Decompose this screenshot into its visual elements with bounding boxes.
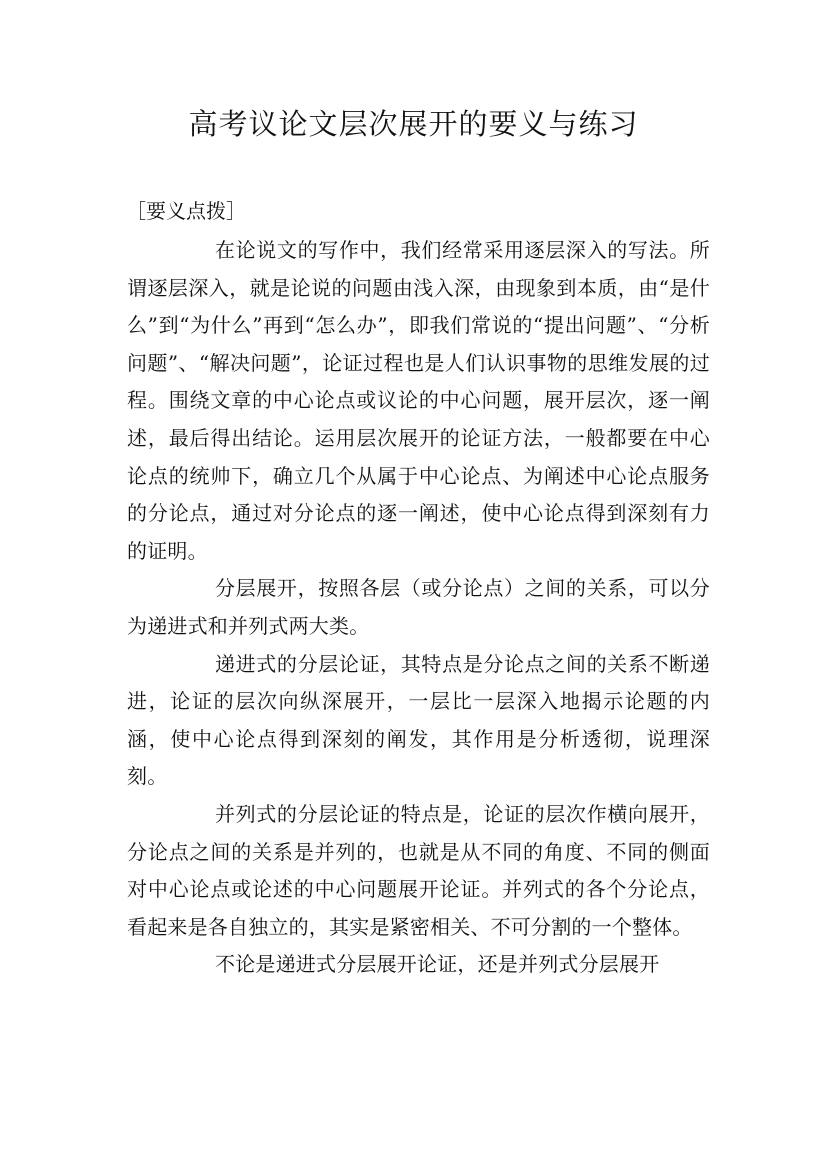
section-label: ［要义点拨］ (126, 199, 246, 223)
document-title: 高考议论文层次展开的要义与练习 (188, 107, 639, 141)
paragraph: 并列式的分层论证的特点是，论证的层次作横向展开，分论点之间的关系是并列的，也就是从不同的角度、不同的侧面对中心论点或论述的中心问题展开论证。并列式的各个分论点，看起来是各自独立的，其实是紧密相关、不可分割的一个整体。 (127, 801, 710, 939)
paragraph: 不论是递进式分层展开论证，还是并列式分层展开 (215, 952, 660, 977)
document-body (127, 232, 710, 984)
paragraph: 递进式的分层论证，其特点是分论点之间的关系不断递进，论证的层次向纵深展开，一层比一层深入地揭示论题的内涵，使中心论点得到深刻的阐发，其作用是分析透彻，说理深刻。 (127, 651, 710, 789)
paragraph: 在论说文的写作中，我们经常采用逐层深入的写法。所谓逐层深入，就是论说的问题由浅入深，由现象到本质，由“是什么”到“为什么”再到“怎么办”，即我们常说的“提出问题”、“分析问题”、“解决问题”，论证过程也是人们认识事物的思维发展的过程。围绕文章的中心论点或议论的中心问题，展开层次，逐一阐述，最后得出结论。运用层次展开的论证方法，一般都要在中心论点的统帅下，确立几个从属于中心论点、为阐述中心论点服务的分论点，通过对分论点的逐一阐述，使中心论点得到深刻有力的证明。 (127, 238, 710, 563)
paragraph: 分层展开，按照各层（或分论点）之间的关系，可以分为递进式和并列式两大类。 (127, 576, 710, 638)
